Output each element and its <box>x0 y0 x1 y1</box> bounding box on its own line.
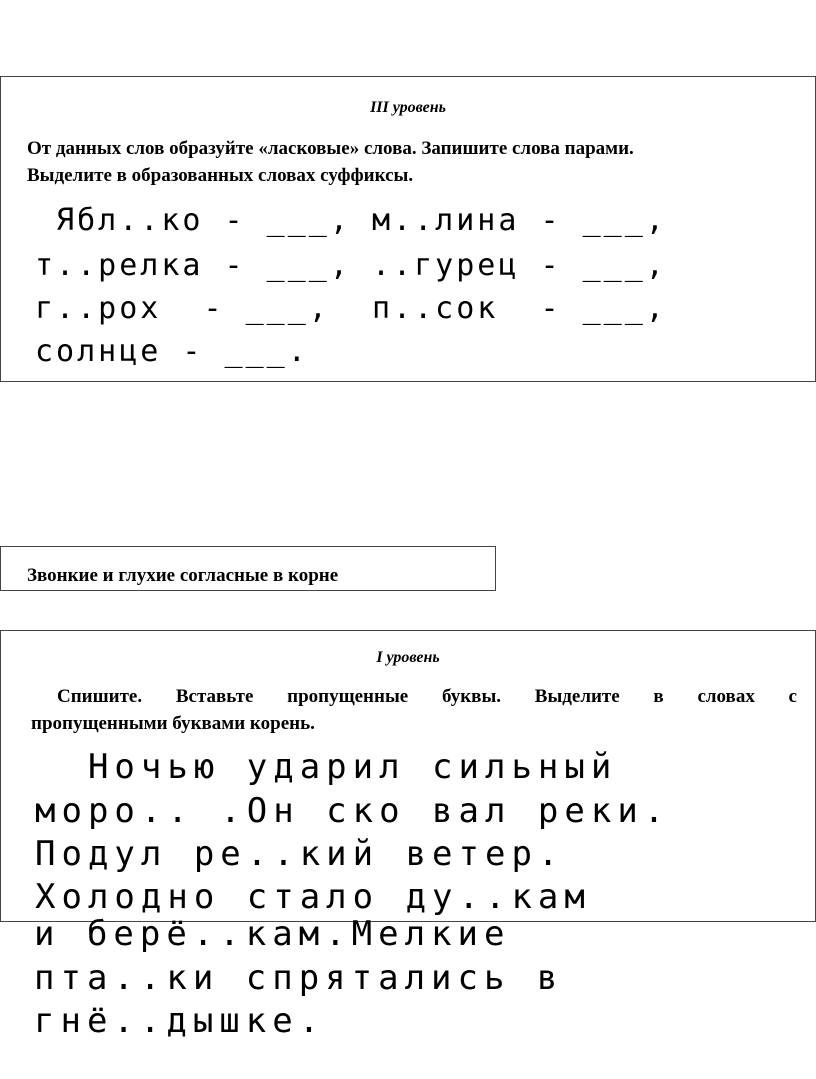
exercise-line: и берё..кам.Мелкие <box>34 914 511 954</box>
instruction-line: От данных слов образуйте «ласковые» слова. Запишите слова парами. <box>27 138 634 159</box>
level-title: III уровень <box>370 99 446 116</box>
level-1-task-box <box>0 630 816 922</box>
exercise-line: г..рох - ___, п..сок - ___, <box>35 291 667 326</box>
exercise-line: Подул ре..кий ветер. <box>35 834 565 874</box>
exercise-line: Холодно стало ду..кам <box>35 877 591 917</box>
exercise-line: моро.. .Он ско вал реки. <box>35 791 671 831</box>
instruction-line: Спишите. Вставьте пропущенные буквы. Выделите в словах с <box>57 686 797 707</box>
exercise-line: гнё..дышке. <box>34 1001 326 1041</box>
exercise-line: пта..ки спрятались в <box>34 958 564 998</box>
topic-box <box>0 546 496 591</box>
task-instruction <box>31 683 797 737</box>
instruction-line: Выделите в образованных словах суффиксы. <box>27 165 414 186</box>
topic-title: Звонкие и глухие согласные в корне <box>27 565 339 586</box>
level-3-task-box <box>0 76 816 382</box>
exercise-line: Ябл..ко - ___, м..лина - ___, <box>35 203 667 238</box>
exercise-line: солнце - ___. <box>35 334 309 369</box>
exercise-line: Ночью ударил сильный <box>35 747 618 787</box>
task-instruction <box>27 135 797 189</box>
level-title: I уровень <box>376 649 440 666</box>
exercise-line: т..релка - ___, ..гурец - ___, <box>35 248 667 283</box>
instruction-line: пропущенными буквами корень. <box>31 713 315 734</box>
